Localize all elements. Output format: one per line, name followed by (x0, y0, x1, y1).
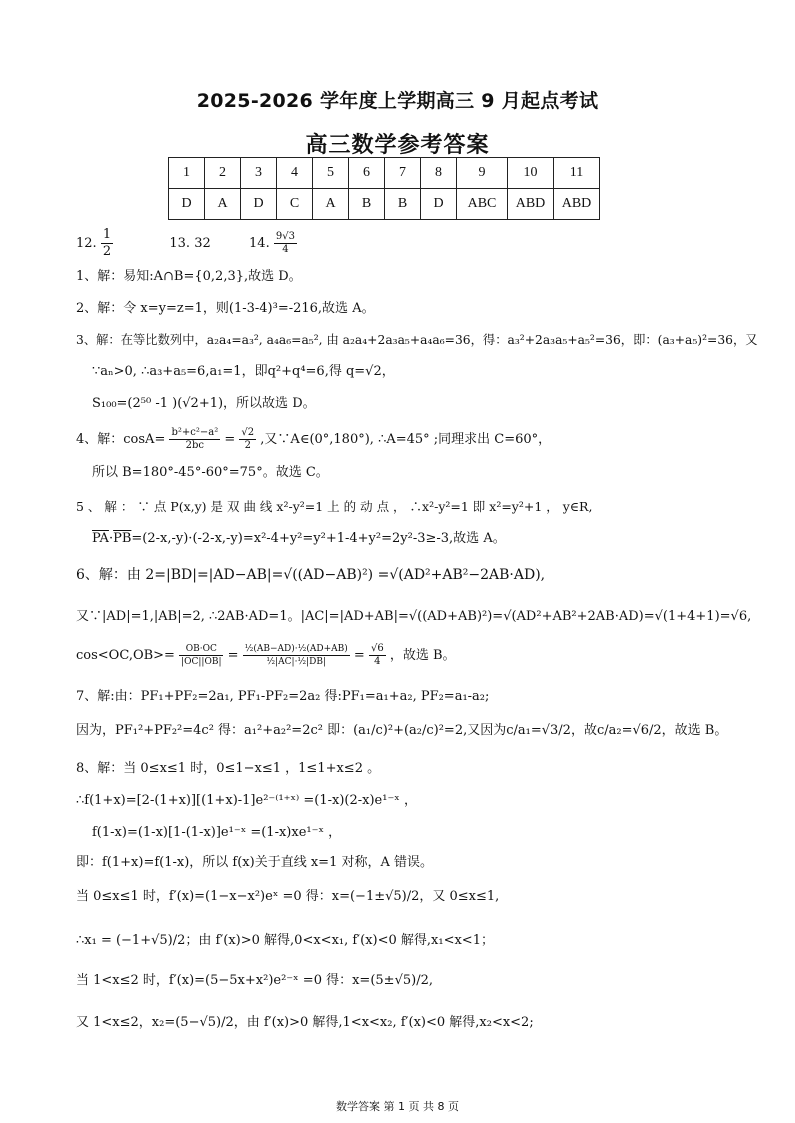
cos-result-fraction (369, 643, 386, 668)
solution-8-line-2: ∴f(1+x)=[2-(1+x)][(1+x)-1]e²⁻⁽¹⁺ˣ⁾ =(1-x)(2-x)e¹⁻ˣ ， (76, 793, 417, 808)
cos-oc-ob-fraction (179, 643, 223, 668)
s4-post: ,又∵A∈(0°,180°), ∴A=45° ;同理求出 C=60°， (260, 432, 552, 447)
table-cell-number: 2 (205, 158, 241, 189)
answer-table-answers-row (169, 189, 600, 220)
s6-post: ，故选 B。 (389, 648, 456, 663)
solution-6-line-1: 6、解：由 2=|BD|=|AD−AB|=√((AD−AB)²) =√(AD²+AB²−2AB·AD), (76, 567, 546, 583)
table-cell-answer: B (349, 189, 385, 220)
table-cell-number: 6 (349, 158, 385, 189)
s6-equals-1: = (227, 648, 239, 663)
table-cell-number: 7 (385, 158, 421, 189)
dot-operator: · (108, 531, 114, 546)
cos-a-numerator: b²+c²−a² (171, 427, 219, 438)
solution-8-line-6: ∴x₁ = (−1+√5)/2；由 f′(x)>0 解得,0<x<x₁, f′(x)<0 解得,x₁<x<1； (76, 933, 494, 948)
vector-pb: $\overline{PB}$ (113, 531, 132, 546)
table-cell-answer: D (241, 189, 277, 220)
cos-fraction-numerator: OB·OC (179, 643, 223, 656)
table-cell-number: 10 (508, 158, 554, 189)
q13-answer: 13. 32 (169, 236, 211, 251)
solution-3-line-1: 3、解：在等比数列中，a₂a₄=a₃², a₄a₆=a₅², 由 a₂a₄+2a₃a₅+a₄a₆=36，得：a₃²+2a₃a₅+a₅²=36，即：(a₃+a₅)²=36，又 (76, 333, 758, 347)
cos-a-fraction (169, 427, 220, 452)
cos-expanded-denominator: ½|AC|·½|DB| (266, 657, 327, 667)
solution-4-line-1 (76, 427, 747, 452)
q12-numerator: 1 (102, 227, 112, 242)
solution-2: 2、解：令 x=y=z=1，则(1-3-4)³=-216,故选 A。 (76, 301, 375, 316)
table-cell-number: 4 (277, 158, 313, 189)
solution-8-line-1: 8、解：当 0≤x≤1 时，0≤1−x≤1 ，1≤1+x≤2 。 (76, 761, 381, 776)
cos-result-numerator: √6 (370, 643, 384, 654)
page-subtitle: 高三数学参考答案 (305, 133, 490, 158)
vector-pa: $\overline{PA}$ (92, 531, 109, 546)
q14-label: 14. (249, 236, 270, 251)
solution-4-line-2: 所以 B=180°-45°-60°=75°。故选 C。 (92, 465, 329, 480)
solution-7-line-1: 7、解:由：PF₁+PF₂=2a₁, PF₁-PF₂=2a₂ 得:PF₁=a₁+a₂, PF₂=a₁-a₂; (76, 689, 490, 704)
solution-8-line-3: f(1-x)=(1-x)[1-(1-x)]e¹⁻ˣ =(1-x)xe¹⁻ˣ ， (92, 825, 342, 840)
solution-8-line-7: 当 1<x≤2 时，f′(x)=(5−5x+x²)e²⁻ˣ =0 得：x=(5±√5)/2, (76, 973, 433, 988)
q14-numerator: 9√3 (275, 231, 295, 242)
table-cell-number: 8 (421, 158, 457, 189)
q12-label: 12. (76, 236, 97, 251)
table-cell-number: 1 (169, 158, 205, 189)
q14-fraction (274, 231, 297, 256)
q12-fraction (101, 227, 113, 260)
table-cell-number: 3 (241, 158, 277, 189)
cos-result-denominator: 4 (374, 656, 381, 667)
cos-expanded-numerator: ½(AB−AD)·½(AD+AB) (244, 644, 348, 654)
solution-8-line-4: 即：f(1+x)=f(1-x)，所以 f(x)关于直线 x=1 对称，A 错误。 (76, 855, 433, 870)
s4-prefix: 4、解：cosA= (76, 432, 166, 447)
q14-denominator: 4 (282, 244, 289, 255)
s6-equals-2: = (353, 648, 365, 663)
table-cell-answer: C (277, 189, 313, 220)
fill-in-answers (76, 227, 747, 260)
answer-table-numbers-row (169, 158, 600, 189)
table-cell-answer: D (169, 189, 205, 220)
s4-equals: = (224, 432, 236, 447)
solution-3-line-3: S₁₀₀=(2⁵⁰ -1 )(√2+1)，所以故选 D。 (92, 396, 316, 411)
table-cell-number: 11 (554, 158, 600, 189)
table-cell-answer: B (385, 189, 421, 220)
table-cell-answer: A (205, 189, 241, 220)
cos-a-value-numerator: √2 (241, 427, 255, 438)
cos-a-value (239, 427, 256, 452)
table-cell-number: 9 (457, 158, 508, 189)
s6-cos-prefix: cos<OC,OB>= (76, 648, 175, 663)
solution-5-line-1: 5 、 解 ： ∵ 点 P(x,y) 是 双 曲 线 x²-y²=1 上 的 动 点 ， ∴x²-y²=1 即 x²=y²+1 ， y∈R, (76, 499, 593, 514)
cos-fraction-denominator: |OC||OB| (181, 657, 222, 667)
table-cell-answer: ABC (457, 189, 508, 220)
table-cell-number: 5 (313, 158, 349, 189)
q12-denominator: 2 (102, 244, 112, 259)
solution-6-line-2: 又∵|AD|=1,|AB|=2, ∴2AB·AD=1。|AC|=|AD+AB|=√((AD+AB)²)=√(AD²+AB²+2AB·AD)=√(1+4+1)=√6, (76, 609, 752, 624)
table-cell-answer: A (313, 189, 349, 220)
page-footer: 数学答案 第 1 页 共 8 页 (336, 1100, 459, 1113)
solution-6-line-3 (76, 640, 747, 672)
solution-3-line-2: ∵aₙ>0, ∴a₃+a₅=6,a₁=1，即q²+q⁴=6,得 q=√2， (92, 364, 395, 379)
table-cell-answer: D (421, 189, 457, 220)
page-title: 2025-2026 学年度上学期高三 9 月起点考试 (196, 90, 599, 112)
cos-a-value-denominator: 2 (244, 440, 251, 451)
s5-rest: =(2-x,-y)·(-2-x,-y)=x²-4+y²=y²+1-4+y²=2y²-3≥-3,故选 A。 (131, 531, 506, 546)
solution-1: 1、解：易知:A∩B={0,2,3},故选 D。 (76, 269, 302, 284)
solution-8-line-8: 又 1<x≤2，x₂=(5−√5)/2，由 f′(x)>0 解得,1<x<x₂, f′(x)<0 解得,x₂<x<2; (76, 1015, 534, 1030)
cos-a-denominator: 2bc (185, 440, 205, 451)
table-cell-answer: ABD (508, 189, 554, 220)
solution-8-line-5: 当 0≤x≤1 时，f′(x)=(1−x−x²)eˣ =0 得：x=(−1±√5)/2，又 0≤x≤1, (76, 889, 500, 904)
table-cell-answer: ABD (554, 189, 600, 220)
answer-table (168, 157, 600, 220)
solution-5-line-2 (92, 530, 747, 548)
cos-expanded-fraction (243, 643, 350, 668)
solution-7-line-2: 因为，PF₁²+PF₂²=4c² 得：a₁²+a₂²=2c² 即：(a₁/c)²+(a₂/c)²=2,又因为c/a₁=√3/2，故c/a₂=√6/2，故选 B。 (76, 723, 728, 738)
